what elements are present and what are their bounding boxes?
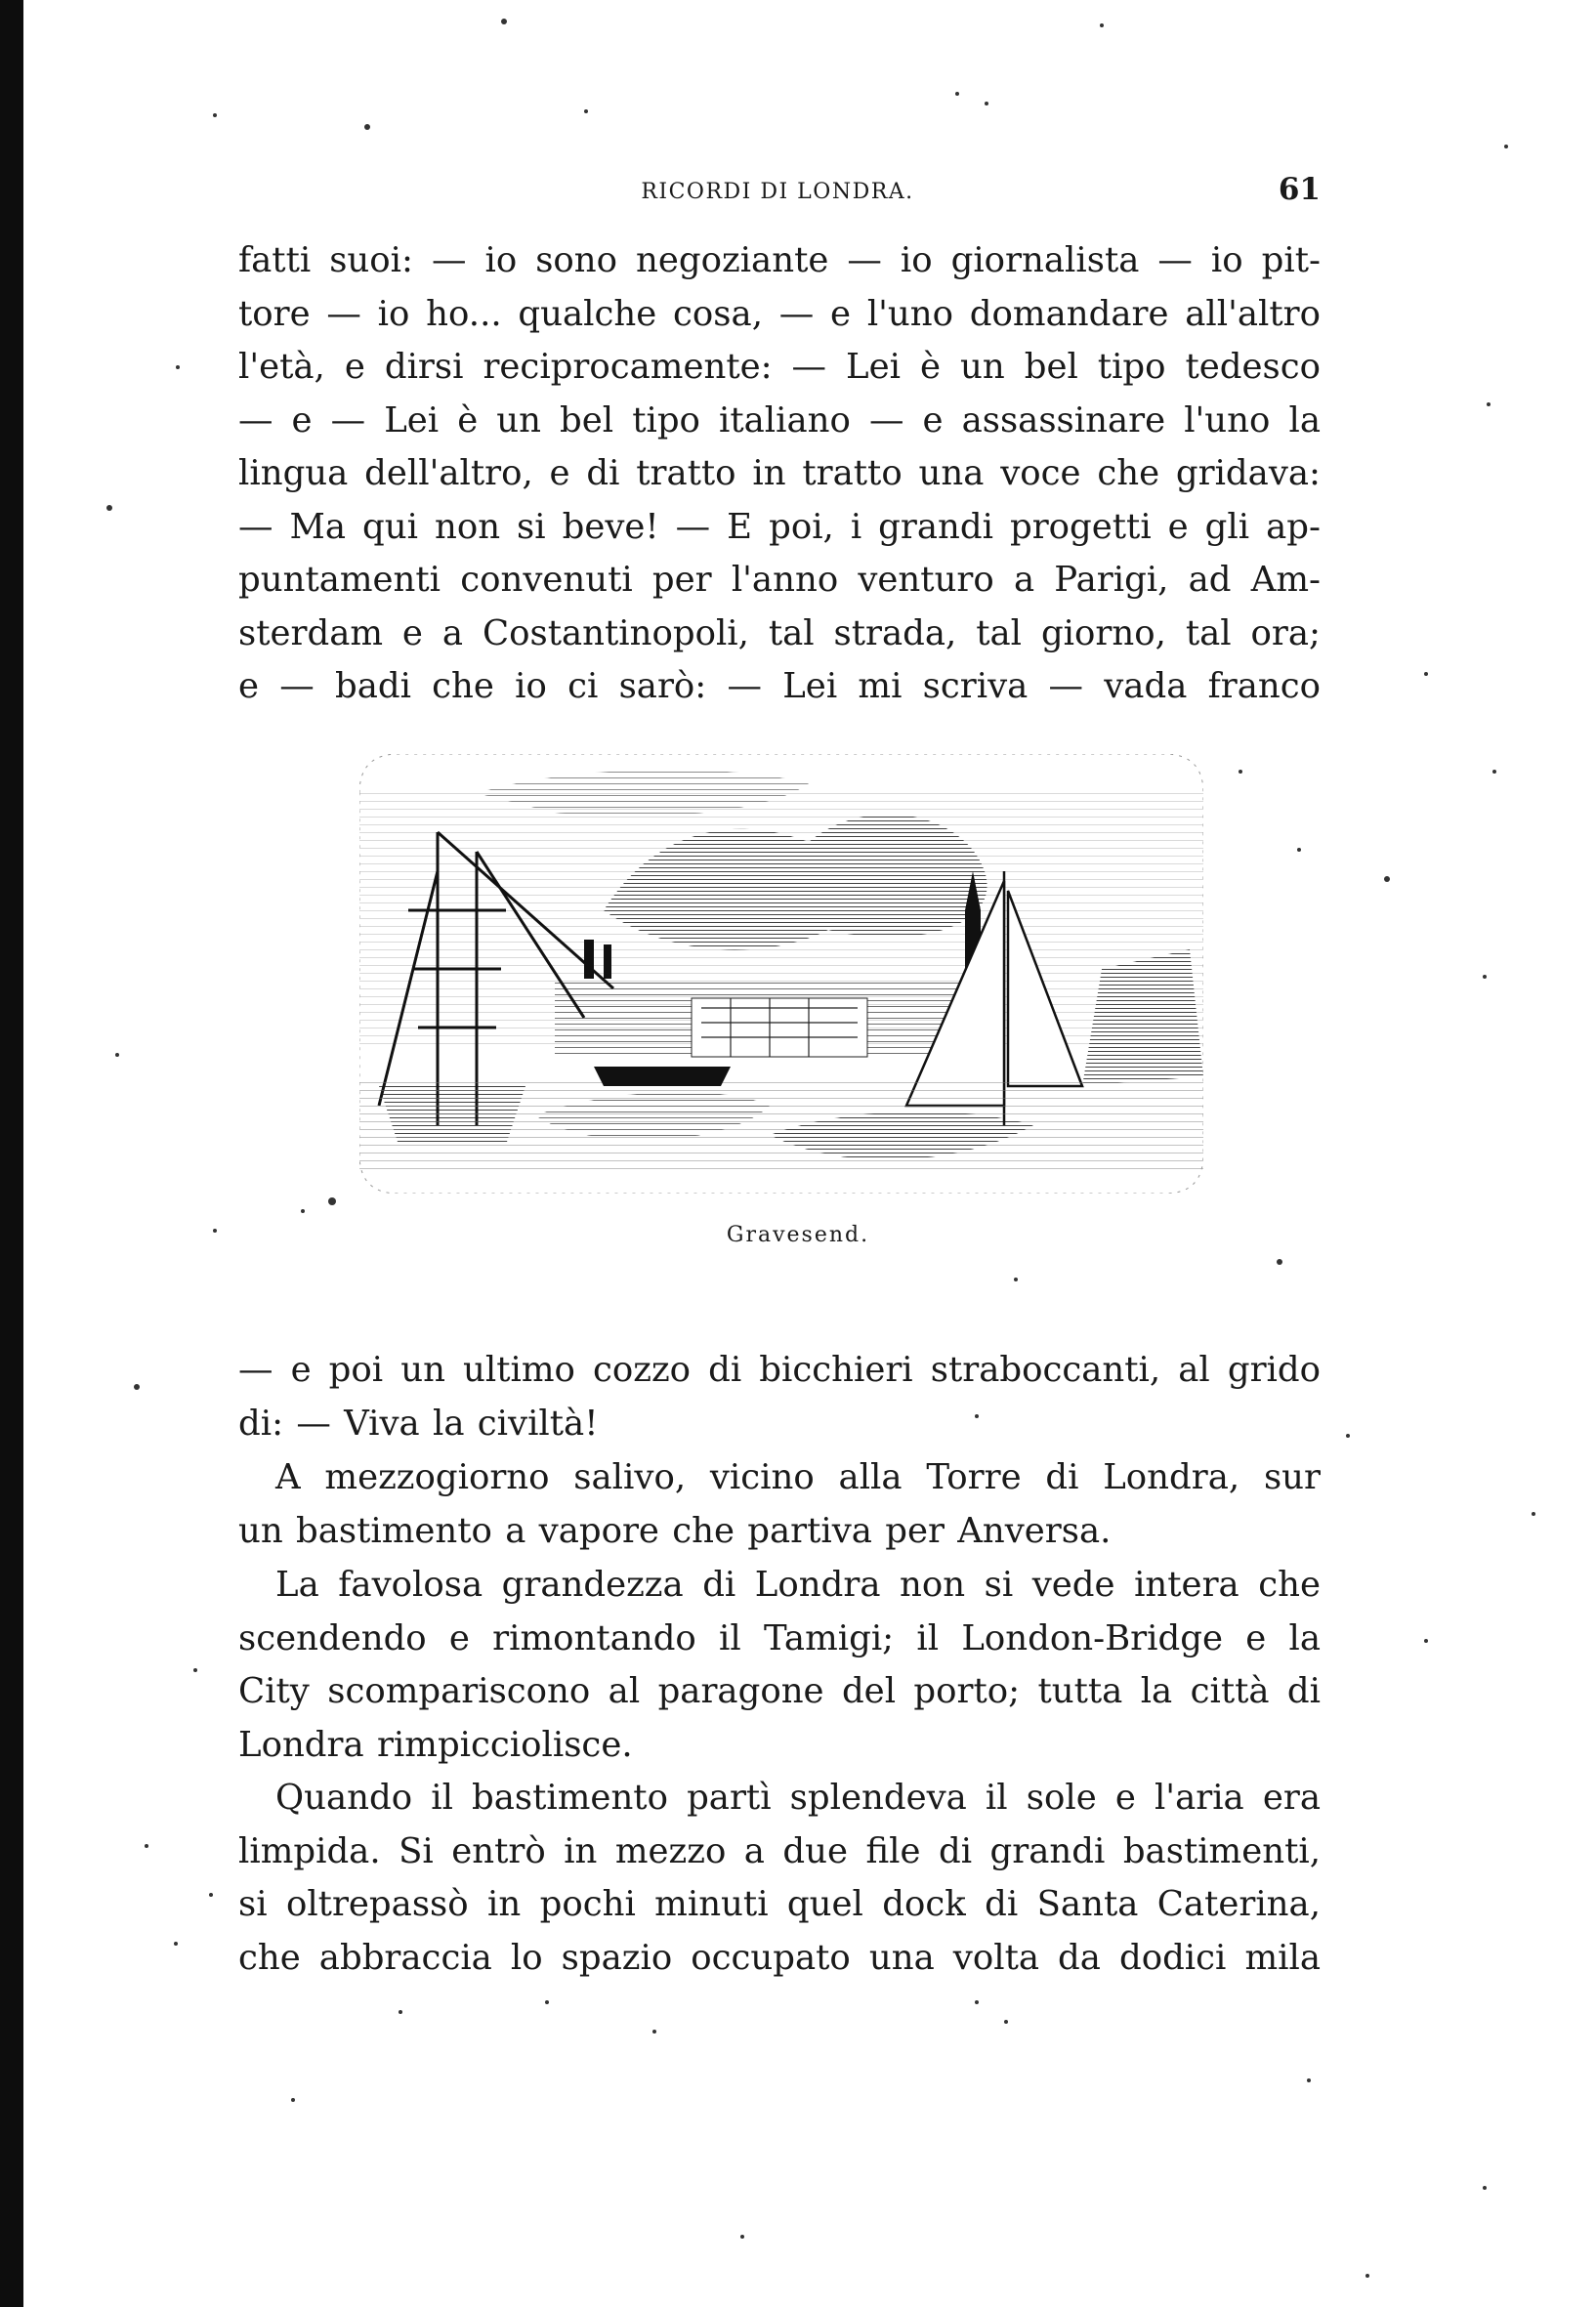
paragraph xyxy=(238,1451,1321,1558)
paragraph xyxy=(238,1344,1321,1450)
gravesend-engraving xyxy=(359,754,1203,1194)
text-line: lingua dell'altro, e di tratto in tratto una voce che gridava: xyxy=(238,453,1321,493)
text-line: — e — Lei è un bel tipo italiano — e assassinare l'uno la xyxy=(238,399,1321,440)
text-line: fatti suoi: — io sono negoziante — io giornalista — io pit- xyxy=(238,240,1321,280)
text-line: limpida. Si entrò in mezzo a due file di grandi bastimenti, xyxy=(238,1830,1321,1871)
text-line: Quando il bastimento partì splendeva il sole e l'aria era xyxy=(275,1778,1321,1818)
text-line: City scompariscono al paragone del porto; tutta la città di xyxy=(238,1671,1321,1711)
page-binding-edge xyxy=(0,0,23,2307)
text-line: l'età, e dirsi reciprocamente: — Lei è un bel tipo tedesco xyxy=(238,347,1321,387)
text-line: scendendo e rimontando il Tamigi; il London-Bridge e la xyxy=(238,1617,1321,1658)
text-line: di: — Viva la civiltà! xyxy=(238,1403,599,1444)
figure-caption xyxy=(0,1223,1596,1247)
text-line: puntamenti convenuti per l'anno venturo a Parigi, ad Am- xyxy=(238,560,1321,600)
text-line: — e poi un ultimo cozzo di bicchieri straboccanti, al grido xyxy=(238,1350,1321,1390)
text-line: La favolosa grandezza di Londra non si vede intera che xyxy=(275,1565,1321,1605)
text-line: un bastimento a vapore che partiva per Anversa. xyxy=(238,1510,1112,1551)
running-title: RICORDI DI LONDRA. xyxy=(641,180,914,204)
text-line: A mezzogiorno salivo, vicino alla Torre di Londra, sur xyxy=(275,1457,1321,1497)
page-number: 61 xyxy=(1278,172,1321,207)
text-line: che abbraccia lo spazio occupato una volta da dodici mila xyxy=(238,1937,1321,1978)
paragraph xyxy=(238,1559,1321,1772)
text-line: — Ma qui non si beve! — E poi, i grandi progetti e gli ap- xyxy=(238,506,1321,547)
text-line: tore — io ho... qualche cosa, — e l'uno domandare all'altro xyxy=(238,293,1321,334)
paragraph xyxy=(238,1772,1321,1985)
text-line: si oltrepassò in pochi minuti quel dock di Santa Caterina, xyxy=(238,1884,1321,1924)
page-header xyxy=(234,172,1321,211)
text-line: Londra rimpicciolisce. xyxy=(238,1724,633,1765)
text-line: e — badi che io ci sarò: — Lei mi scriva — vada franco xyxy=(238,666,1321,706)
figure-caption-text: Gravesend. xyxy=(726,1223,870,1247)
text-line: sterdam e a Costantinopoli, tal strada, tal giorno, tal ora; xyxy=(238,612,1321,653)
top-paragraph xyxy=(238,234,1321,714)
